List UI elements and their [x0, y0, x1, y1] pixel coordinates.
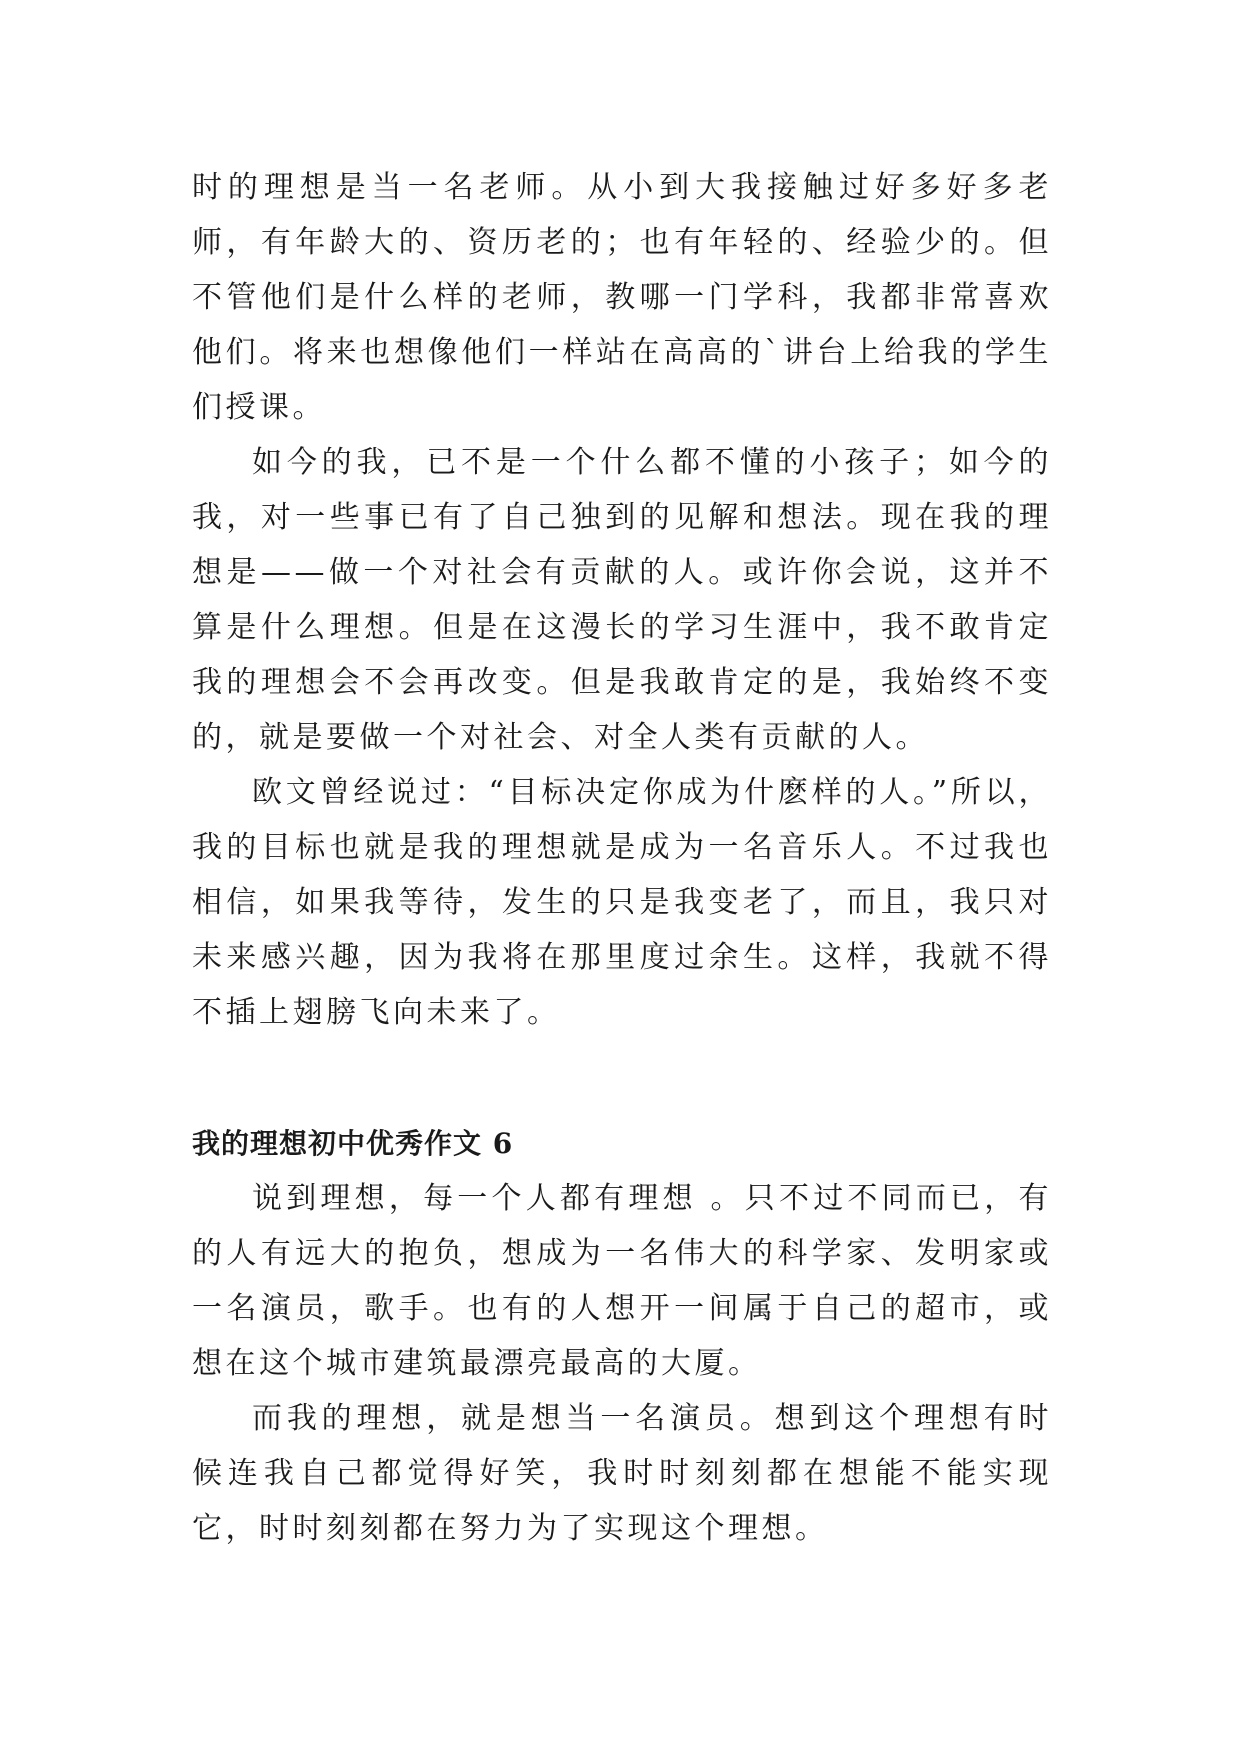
- paragraph-continuation: 时的理想是当一名老师。从小到大我接触过好多好多老师，有年龄大的、资历老的；也有年轻的、经验少的。但不管他们是什么样的老师，教哪一门学科，我都非常喜欢他们。将来也想像他们一样站在高高的`讲台上给我的学生们授课。: [192, 170, 1052, 425]
- document-body: [192, 160, 1052, 1556]
- paragraph: 如今的我，已不是一个什么都不懂的小孩子；如今的我，对一些事已有了自己独到的见解和想法。现在我的理想是——做一个对社会有贡献的人。或许你会说，这并不算是什么理想。但是在这漫长的学习生涯中，我不敢肯定我的理想会不会再改变。但是我敢肯定的是，我始终不变的，就是要做一个对社会、对全人类有贡献的人。: [192, 445, 1052, 755]
- section-spacer: [192, 1040, 1052, 1116]
- paragraph: 而我的理想，就是想当一名演员。想到这个理想有时候连我自己都觉得好笑，我时时刻刻都在想能不能实现它，时时刻刻都在努力为了实现这个理想。: [192, 1401, 1052, 1546]
- paragraph: 欧文曾经说过：“目标决定你成为什麽样的人。”所以，我的目标也就是我的理想就是成为一名音乐人。不过我也相信，如果我等待，发生的只是我变老了，而且，我只对未来感兴趣，因为我将在那里度过余生。这样，我就不得不插上翅膀飞向未来了。: [192, 775, 1052, 1030]
- section-heading: 我的理想初中优秀作文 6: [192, 1127, 514, 1160]
- paragraph: 说到理想，每一个人都有理想 。只不过不同而已，有的人有远大的抱负，想成为一名伟大的科学家、发明家或一名演员，歌手。也有的人想开一间属于自己的超市，或想在这个城市建筑最漂亮最高的大厦。: [192, 1181, 1052, 1381]
